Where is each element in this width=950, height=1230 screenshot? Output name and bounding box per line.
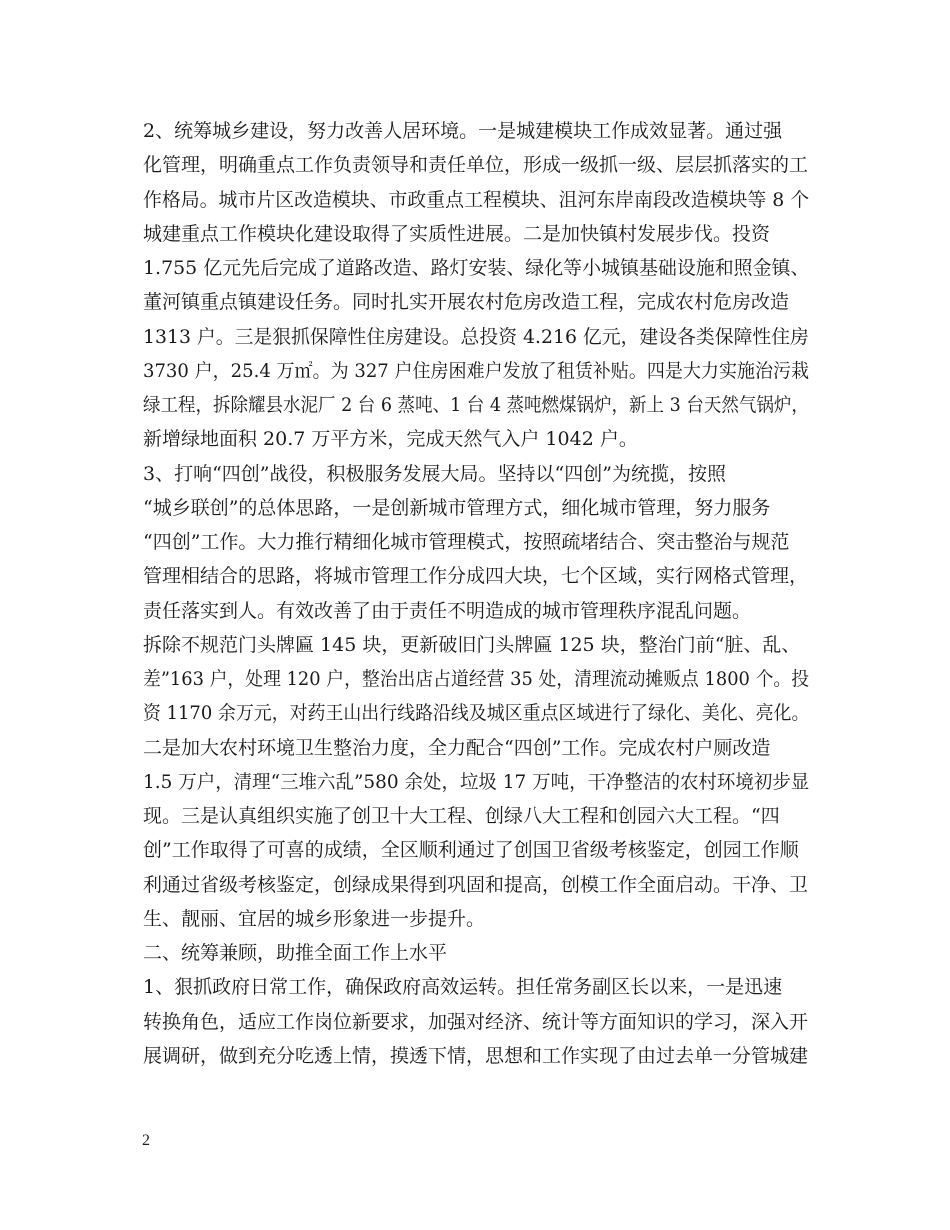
text-line: “四创”工作。大力推行精细化城市管理模式，按照疏堵结合、突击整治与规范	[143, 531, 790, 553]
text-line: 管理相结合的思路，将城市管理工作分成四大块，七个区域，实行网格式管理，	[143, 565, 809, 588]
text-line: 城建重点工作模块化建设取得了实质性进展。二是加快镇村发展步伐。投资	[143, 222, 771, 245]
text-line: 转换角色，适应工作岗位新要求，加强对经济、统计等方面知识的学习，深入开	[143, 1010, 809, 1033]
text-line: 绿工程，拆除耀县水泥厂 2 台 6 蒸吨、1 台 4 蒸吨燃煤锅炉，新上 3 台天然气锅炉，	[143, 394, 809, 416]
text-line: 1.755 亿元先后完成了道路改造、路灯安装、绿化等小城镇基础设施和照金镇、	[143, 257, 810, 279]
text-line: 1313 户。三是狠抓保障性住房建设。总投资 4.216 亿元，建设各类保障性住房	[143, 325, 809, 348]
text-line: 1、狠抓政府日常工作，确保政府高效运转。担任常务副区长以来，一是迅速	[143, 976, 783, 999]
text-line: 二是加大农村环境卫生整治力度，全力配合“四创”工作。完成农村户厕改造	[143, 736, 771, 759]
text-line: 3、打响“四创”战役，积极服务发展大局。坚持以“四创”为统揽，按照	[143, 462, 726, 485]
text-line: 责任落实到人。有效改善了由于责任不明造成的城市管理秩序混乱问题。	[143, 599, 752, 622]
text-line: 资 1170 余万元，对药王山出行线路沿线及城区重点区域进行了绿化、美化、亮化。	[143, 702, 810, 725]
text-line: 生、靓丽、宜居的城乡形象进一步提升。	[143, 907, 486, 930]
text-line: 利通过省级考核鉴定，创绿成果得到巩固和提高，创模工作全面启动。干净、卫	[143, 873, 809, 896]
text-line: 1.5 万户，清理“三堆六乱”580 余处，垃圾 17 万吨，干净整洁的农村环境初步显	[143, 770, 810, 793]
text-line: 化管理，明确重点工作负责领导和责任单位，形成一级抓一级、层层抓落实的工	[143, 154, 809, 177]
text-line: 董河镇重点镇建设任务。同时扎实开展农村危房改造工程，完成农村危房改造	[143, 291, 790, 314]
text-line: 展调研，做到充分吃透上情，摸透下情，思想和工作实现了由过去单一分管城建	[143, 1044, 809, 1067]
text-line: 拆除不规范门头牌匾 145 块，更新破旧门头牌匾 125 块，整治门前“脏、乱、	[143, 633, 801, 656]
text-line: 作格局。城市片区改造模块、市政重点工程模块、沮河东岸南段改造模块等 8 个	[143, 188, 810, 211]
text-line: 现。三是认真组织实施了创卫十大工程、创绿八大工程和创园六大工程。“四	[143, 805, 780, 827]
text-line: “城乡联创”的总体思路，一是创新城市管理方式，细化城市管理，努力服务	[143, 496, 771, 519]
text-line: 二、统筹兼顾，助推全面工作上水平	[143, 942, 448, 964]
text-line: 新增绿地面积 20.7 万平方米，完成天然气入户 1042 户。	[143, 428, 638, 451]
text-line: 差”163 户，处理 120 户，整治出店占道经营 35 处，清理流动摊贩点 1800 个。投	[143, 668, 810, 690]
text-line: 2、统筹城乡建设，努力改善人居环境。一是城建模块工作成效显著。通过强	[143, 120, 783, 142]
text-line: 创”工作取得了可喜的成绩，全区顺利通过了创国卫省级考核鉴定，创园工作顺	[143, 839, 799, 862]
page-number: 2	[142, 1132, 150, 1149]
text-line: 3730 户，25.4 万㎡。为 327 户住房困难户发放了租赁补贴。四是大力实施治污栽	[143, 359, 810, 382]
